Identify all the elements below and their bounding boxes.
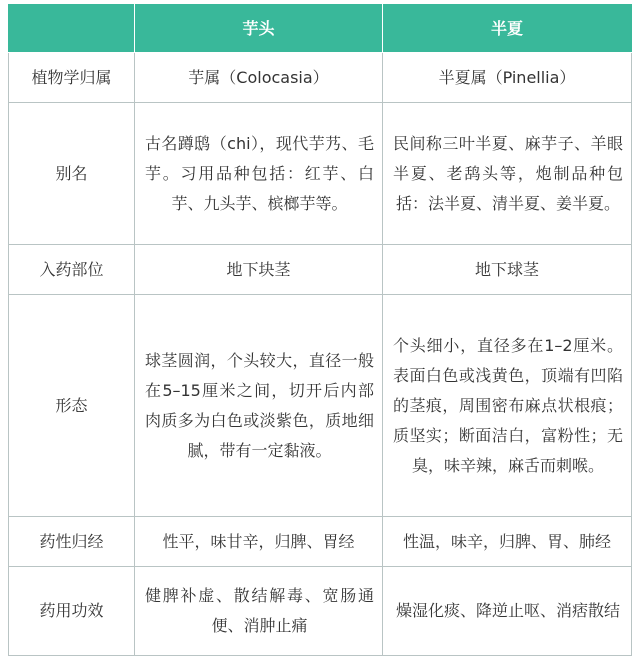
taro-aliases: 古名蹲鸱（chi），现代芋艿、毛芋。习用品种包括：红芋、白芋、九头芋、槟榔芋等。 bbox=[135, 103, 383, 245]
table-row-medicinal-effects bbox=[9, 567, 632, 656]
table-row-properties-meridians bbox=[9, 517, 632, 567]
taro-morphology: 球茎圆润，个头较大，直径一般在5–15厘米之间，切开后内部肉质多为白色或淡紫色，质地细腻，带有一定黏液。 bbox=[135, 295, 383, 517]
pinellia-morphology: 个头细小，直径多在1–2厘米。表面白色或浅黄色，顶端有凹陷的茎痕，周围密布麻点状根痕；质坚实；断面洁白，富粉性；无臭，味辛辣，麻舌而刺喉。 bbox=[383, 295, 632, 517]
row-label-medicinal-part: 入药部位 bbox=[9, 245, 135, 295]
taro-medicinal-effects: 健脾补虚、散结解毒、宽肠通便、消肿止痛 bbox=[135, 567, 383, 656]
pinellia-properties-meridians: 性温，味辛，归脾、胃、肺经 bbox=[383, 517, 632, 567]
pinellia-aliases: 民间称三叶半夏、麻芋子、羊眼半夏、老鸹头等，炮制品种包括：法半夏、清半夏、姜半夏。 bbox=[383, 103, 632, 245]
table-row-aliases bbox=[9, 103, 632, 245]
table-row-medicinal-part bbox=[9, 245, 632, 295]
pinellia-medicinal-effects: 燥湿化痰、降逆止呕、消痞散结 bbox=[383, 567, 632, 656]
taro-medicinal-part: 地下块茎 bbox=[135, 245, 383, 295]
taro-pinellia-comparison-table bbox=[8, 4, 632, 656]
row-label-properties-meridians: 药性归经 bbox=[9, 517, 135, 567]
table-row-morphology bbox=[9, 295, 632, 517]
comparison-table-container bbox=[8, 4, 631, 655]
taro-botanical-genus: 芋属（Colocasia） bbox=[135, 53, 383, 103]
table-row-botanical-genus bbox=[9, 53, 632, 103]
header-taro: 芋头 bbox=[135, 5, 383, 53]
row-label-medicinal-effects: 药用功效 bbox=[9, 567, 135, 656]
taro-properties-meridians: 性平，味甘辛，归脾、胃经 bbox=[135, 517, 383, 567]
row-label-morphology: 形态 bbox=[9, 295, 135, 517]
pinellia-botanical-genus: 半夏属（Pinellia） bbox=[383, 53, 632, 103]
pinellia-medicinal-part: 地下球茎 bbox=[383, 245, 632, 295]
row-label-botanical-genus: 植物学归属 bbox=[9, 53, 135, 103]
header-corner-cell bbox=[9, 5, 135, 53]
header-pinellia: 半夏 bbox=[383, 5, 632, 53]
row-label-aliases: 别名 bbox=[9, 103, 135, 245]
table-header-row bbox=[9, 5, 632, 53]
